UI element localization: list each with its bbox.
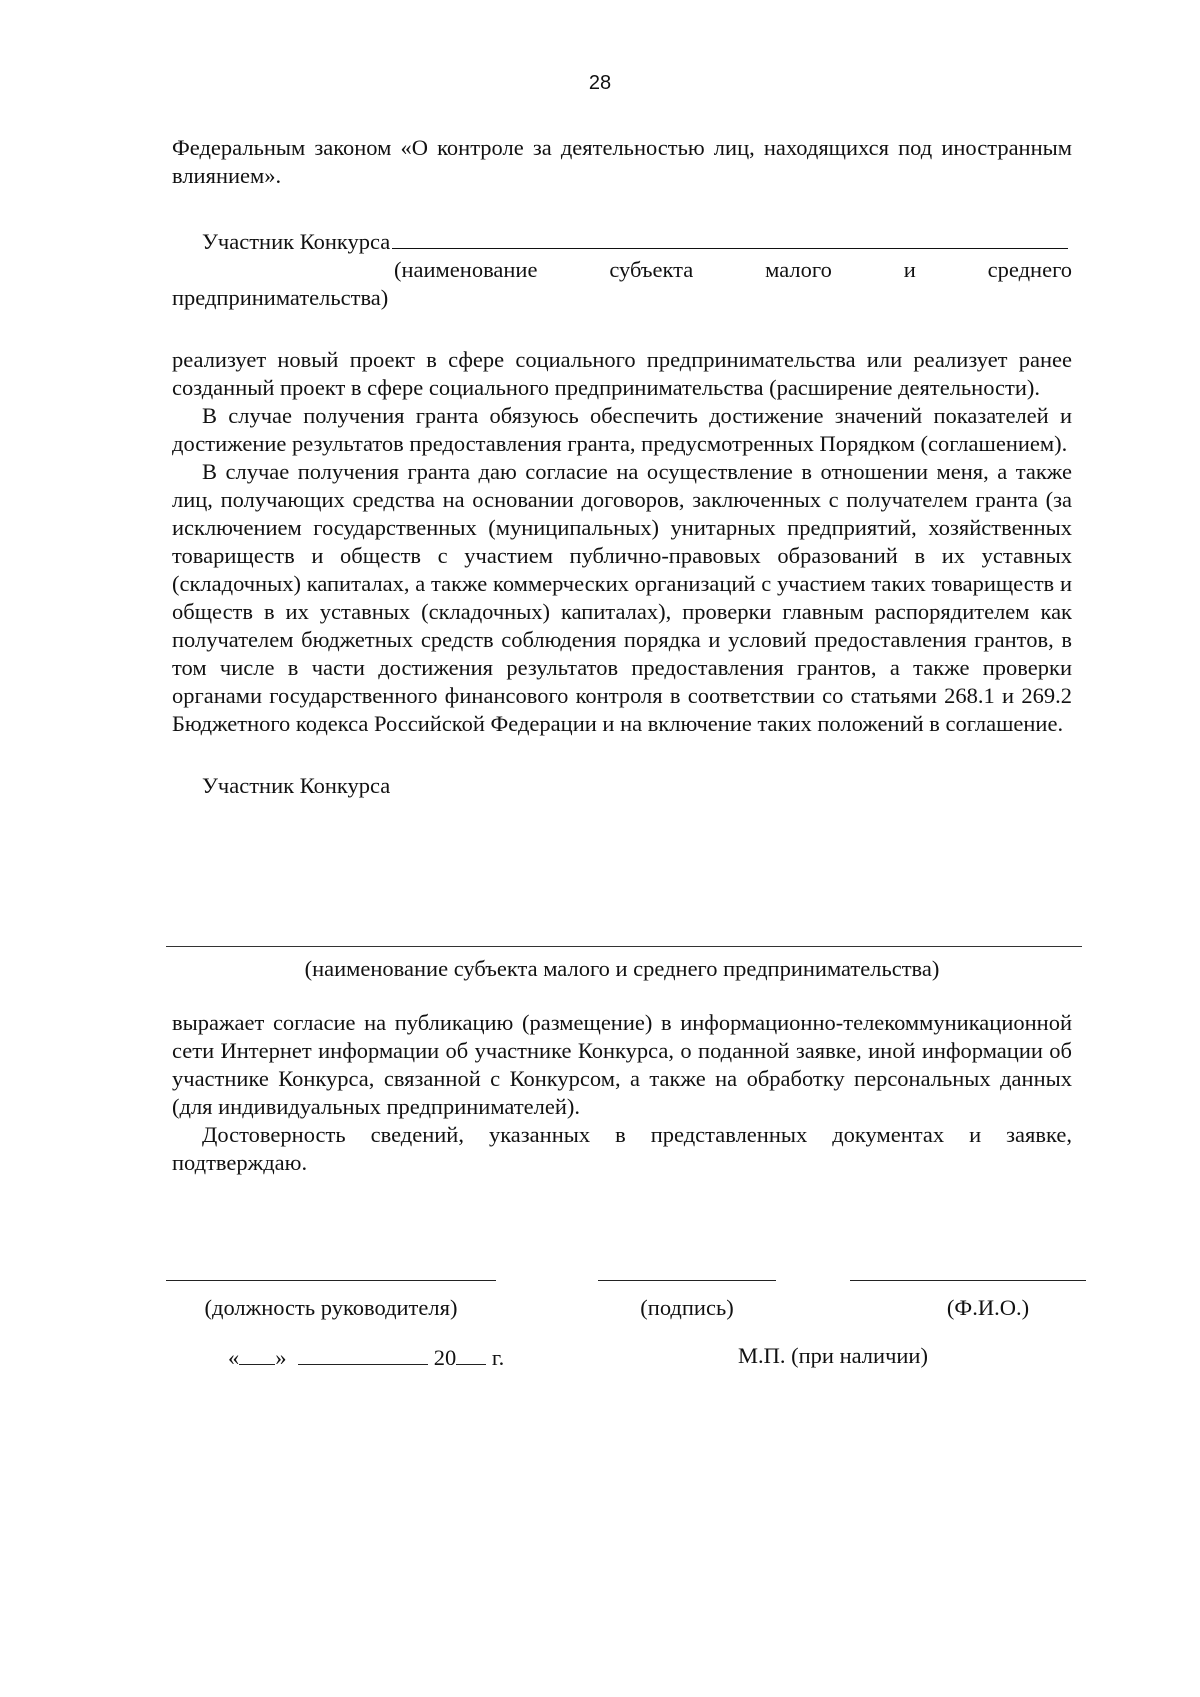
date-day-blank[interactable] xyxy=(239,1342,275,1365)
stamp-caption: М.П. (при наличии) xyxy=(738,1343,928,1368)
date-year-prefix: 20 xyxy=(433,1345,457,1370)
date-month-blank[interactable] xyxy=(298,1342,428,1365)
page-number: 28 xyxy=(588,72,612,94)
participant-caption: (наименование субъекта малого и среднего xyxy=(394,257,1072,282)
participant-caption-2: (наименование субъекта малого и среднего предпринимательства) xyxy=(304,956,940,981)
name-line[interactable] xyxy=(850,1280,1086,1281)
date-close-quote: » xyxy=(275,1345,287,1370)
participant-name-rule[interactable] xyxy=(166,946,1082,947)
consent-section xyxy=(172,955,1072,1177)
audit-consent-paragraph: В случае получения гранта даю согласие на осуществление в отношении меня, а также лиц, получающих средства на основании договоров, заключенных с получателем гранта (за исключением государственных (муниципальных) унитарных предприятий, хозяйственных товариществ и обществ с участием публично-правовых образований в их уставных (складочных) капиталах, а также коммерческих организаций с участием таких товариществ и обществ в их уставных (складочных) капиталах), проверки главным распорядителем как получателем бюджетных средств соблюдения порядка и условий предоставления грантов, в том числе в части достижения результатов предоставления грантов, а также проверки органами государственного финансового контроля в соответствии со статьями 268.1 и 269.2 Бюджетного кодекса Российской Федерации и на включение таких положений в соглашение. xyxy=(172,459,1072,736)
document-body xyxy=(172,134,1072,800)
participant-name-line xyxy=(172,224,1072,256)
project-paragraph: реализует новый проект в сфере социального предпринимательства или реализует ранее созданный проект в сфере социального предпринимательства (расширение деятельности). xyxy=(172,347,1072,400)
date-field xyxy=(228,1342,504,1372)
position-line[interactable] xyxy=(166,1280,496,1281)
participant-label-2: Участник Конкурса xyxy=(202,773,391,798)
obligation-paragraph: В случае получения гранта обязуюсь обеспечить достижение значений показателей и достижение результатов предоставления гранта, предусмотренных Порядком (соглашением). xyxy=(172,403,1072,456)
date-year-blank[interactable] xyxy=(456,1342,486,1365)
participant-caption-continued: предпринимательства) xyxy=(172,285,389,310)
participant-label: Участник Конкурса xyxy=(202,229,391,254)
signature-line[interactable] xyxy=(598,1280,776,1281)
intro-paragraph: Федеральным законом «О контроле за деятельностью лиц, находящихся под иностранным влиянием». xyxy=(172,135,1072,188)
publication-consent-paragraph: выражает согласие на публикацию (размещение) в информационно-телекоммуникационной сети Интернет информации об участнике Конкурса, о поданной заявке, иной информации об участнике Конкурса, связанной с Конкурсом, а также на обработку персональных данных (для индивидуальных предпринимателей). xyxy=(172,1010,1072,1119)
date-open-quote: « xyxy=(228,1345,240,1370)
name-caption: (Ф.И.О.) xyxy=(946,1295,1030,1320)
date-year-suffix: г. xyxy=(491,1345,505,1370)
position-caption: (должность руководителя) xyxy=(204,1295,458,1320)
signature-caption: (подпись) xyxy=(640,1295,734,1320)
participant-name-blank[interactable] xyxy=(392,224,1068,249)
confirmation-paragraph: Достоверность сведений, указанных в представленных документах и заявке, подтверждаю. xyxy=(172,1122,1072,1175)
